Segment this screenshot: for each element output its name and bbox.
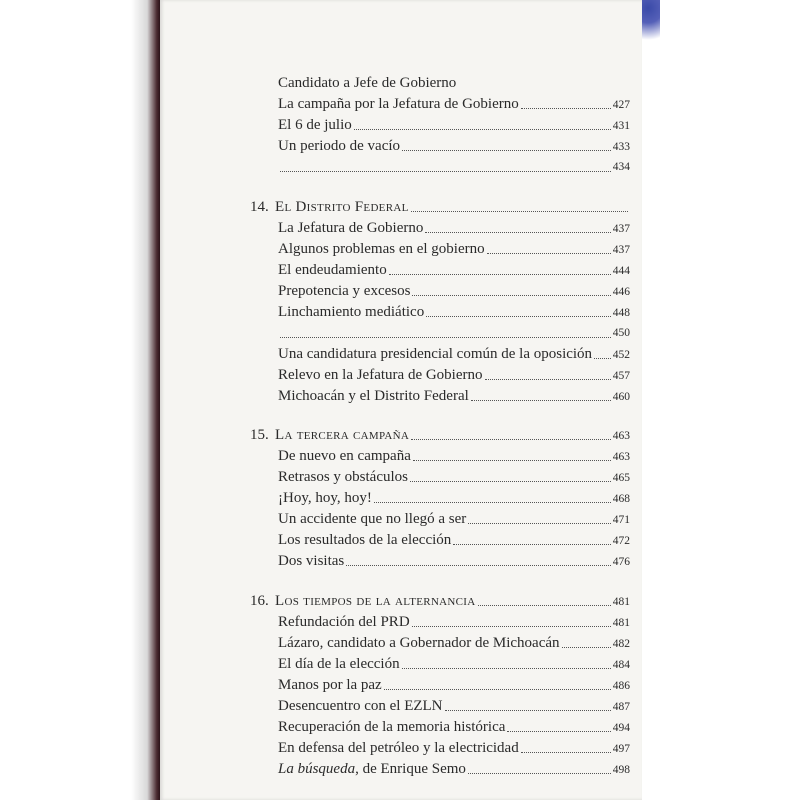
toc-entry-title: Linchamiento mediático: [278, 304, 425, 320]
toc-entry: [250, 612, 630, 633]
leader-dots: [280, 337, 611, 338]
toc-entry-page: 460: [612, 391, 630, 403]
toc-entry-page: 476: [612, 556, 630, 568]
toc-entry: [250, 654, 630, 675]
leader-dots: [485, 379, 611, 380]
leader-dots: [354, 129, 611, 130]
toc-entry-title: Recuperación de la memoria histórica: [278, 719, 506, 735]
toc-entry: [250, 467, 630, 488]
toc-entry: [250, 488, 630, 509]
toc-entry-page: 457: [612, 370, 630, 382]
toc-entry-page: 450: [612, 327, 630, 339]
toc-entry-page: 437: [612, 223, 630, 235]
toc-entry-page: 433: [612, 141, 630, 153]
table-of-contents: [250, 73, 630, 780]
leader-dots: [410, 481, 611, 482]
leader-dots: [402, 150, 611, 151]
leader-dots: [521, 108, 611, 109]
toc-entry-page: 484: [612, 659, 630, 671]
toc-entry: [250, 94, 630, 115]
chapter-number: 16.: [250, 593, 269, 609]
leader-dots: [478, 605, 611, 606]
toc-entry: [250, 344, 630, 365]
toc-entry: [250, 738, 630, 759]
leader-dots: [412, 626, 611, 627]
chapter-number: 15.: [250, 427, 269, 443]
toc-entry-title: La Jefatura de Gobierno: [278, 220, 424, 236]
leader-dots: [411, 439, 611, 440]
toc-entry-title: ¡Hoy, hoy, hoy!: [278, 490, 372, 506]
toc-entry-page: 446: [612, 286, 630, 298]
chapter-number: 14.: [250, 199, 269, 215]
toc-entry: [250, 717, 630, 738]
toc-entry-title: De nuevo en campaña: [278, 448, 411, 464]
leader-dots: [521, 752, 611, 753]
toc-entry: [250, 239, 630, 260]
leader-dots: [562, 647, 611, 648]
toc-entry: [250, 136, 630, 157]
toc-entry: [250, 73, 630, 94]
chapter-heading: [250, 197, 630, 218]
toc-entry: [250, 323, 630, 344]
toc-chapter-16: [250, 591, 630, 780]
toc-entry-title: El 6 de julio: [278, 117, 352, 133]
toc-entry-page: 463: [612, 451, 630, 463]
toc-entry: [250, 759, 630, 780]
toc-entry: [250, 509, 630, 530]
toc-entry-page: 427: [612, 99, 630, 111]
toc-entry-title-rest: , de Enrique Semo: [355, 761, 466, 777]
toc-entry-title: Candidato a Jefe de Gobierno: [278, 75, 457, 91]
toc-entry-title: [278, 759, 466, 780]
toc-entry-page: 494: [612, 722, 630, 734]
toc-entry-title: Michoacán y el Distrito Federal: [278, 388, 469, 404]
toc-entry: [250, 218, 630, 239]
toc-entry: [250, 696, 630, 717]
toc-entry-title: El día de la elección: [278, 656, 400, 672]
toc-entry: [250, 633, 630, 654]
toc-entry-page: 437: [612, 244, 630, 256]
leader-dots: [468, 773, 611, 774]
leader-dots: [425, 232, 610, 233]
book-spine-edge: [0, 0, 160, 800]
toc-entry-title: Lázaro, candidato a Gobernador de Michoacán: [278, 635, 560, 651]
toc-entry-title: Manos por la paz: [278, 677, 382, 693]
chapter-page: 481: [612, 596, 630, 608]
toc-entry-page: 452: [612, 349, 630, 361]
toc-entry: [250, 386, 630, 407]
book-title-italic: La búsqueda: [278, 761, 356, 777]
leader-dots: [402, 668, 611, 669]
toc-entry-page: 472: [612, 535, 630, 547]
toc-entry-title: Prepotencia y excesos: [278, 283, 411, 299]
toc-entry-page: 434: [612, 161, 630, 173]
leader-dots: [411, 211, 628, 212]
leader-dots: [453, 544, 610, 545]
leader-dots: [389, 274, 611, 275]
toc-entry-page: 448: [612, 307, 630, 319]
chapter-title: Los tiempos de la alternancia: [275, 593, 476, 609]
toc-entry-title: Un accidente que no llegó a ser: [278, 511, 467, 527]
toc-entry-title: El endeudamiento: [278, 262, 387, 278]
toc-entry-title: Un periodo de vacío: [278, 138, 401, 154]
toc-entry-title: Refundación del PRD: [278, 614, 410, 630]
chapter-page: 463: [612, 430, 630, 442]
leader-dots: [374, 502, 611, 503]
leader-dots: [412, 295, 610, 296]
toc-entry-title: Relevo en la Jefatura de Gobierno: [278, 367, 483, 383]
toc-entry: [250, 365, 630, 386]
toc-entry-page: 468: [612, 493, 630, 505]
toc-entry-title: Desencuentro con el EZLN: [278, 698, 443, 714]
toc-entry-page: 444: [612, 265, 630, 277]
toc-entry: [250, 157, 630, 178]
toc-entry-title: Retrasos y obstáculos: [278, 469, 408, 485]
toc-entry-page: 498: [612, 764, 630, 776]
chapter-heading: [250, 591, 630, 612]
leader-dots: [384, 689, 611, 690]
toc-entry-title: Algunos problemas en el gobierno: [278, 241, 485, 257]
leader-dots: [280, 171, 611, 172]
chapter-heading: [250, 425, 630, 446]
toc-entry-title: Los resultados de la elección: [278, 532, 452, 548]
toc-entry-title: Una candidatura presidencial común de la oposición: [278, 346, 593, 362]
toc-entry-page: 465: [612, 472, 630, 484]
toc-entry-page: 497: [612, 743, 630, 755]
leader-dots: [445, 710, 611, 711]
chapter-title: El Distrito Federal: [275, 199, 409, 215]
toc-section-continued: [250, 73, 630, 178]
leader-dots: [346, 565, 610, 566]
toc-entry-page: 482: [612, 638, 630, 650]
toc-chapter-14: [250, 197, 630, 407]
leader-dots: [487, 253, 611, 254]
toc-entry: [250, 551, 630, 572]
leader-dots: [413, 460, 611, 461]
toc-entry: [250, 530, 630, 551]
toc-entry: [250, 446, 630, 467]
toc-entry-page: 481: [612, 617, 630, 629]
toc-entry-page: 487: [612, 701, 630, 713]
toc-entry-page: 471: [612, 514, 630, 526]
toc-entry-page: 486: [612, 680, 630, 692]
leader-dots: [594, 358, 611, 359]
toc-entry: [250, 675, 630, 696]
toc-entry: [250, 281, 630, 302]
toc-entry: [250, 260, 630, 281]
chapter-title: La tercera campaña: [275, 427, 410, 443]
leader-dots: [426, 316, 611, 317]
toc-entry-title: En defensa del petróleo y la electricidad: [278, 740, 519, 756]
toc-entry-title: Dos visitas: [278, 553, 345, 569]
toc-entry-title: La campaña por la Jefatura de Gobierno: [278, 96, 519, 112]
toc-entry: [250, 115, 630, 136]
leader-dots: [471, 400, 611, 401]
leader-dots: [468, 523, 610, 524]
toc-entry-page: 431: [612, 120, 630, 132]
leader-dots: [507, 731, 610, 732]
toc-chapter-15: [250, 425, 630, 572]
toc-entry: [250, 302, 630, 323]
